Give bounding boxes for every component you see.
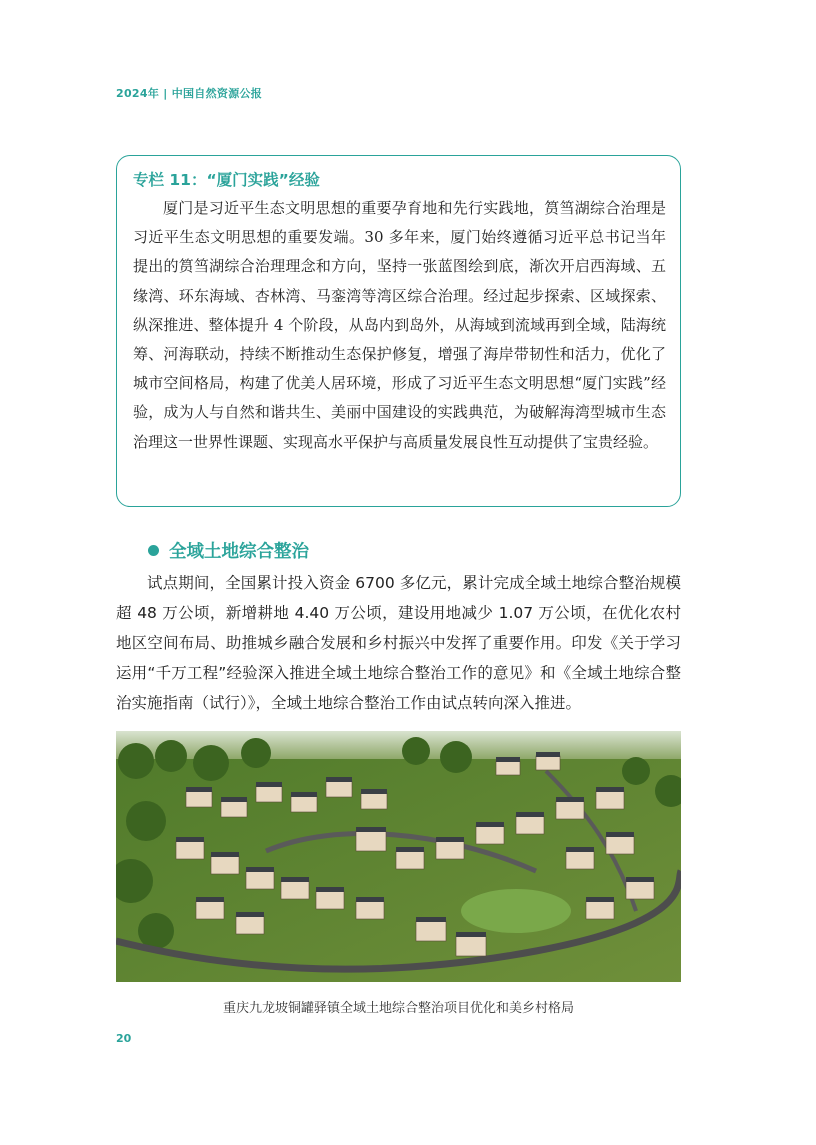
running-header: 2024年 | 中国自然资源公报 [116, 87, 263, 100]
box-body-text: 厦门是习近平生态文明思想的重要孕育地和先行实践地，筼筜湖综合治理是习近平生态文明思想的重要发端。30 多年来，厦门始终遵循习近平总书记当年提出的筼筜湖综合治理理念和方向，坚持一张蓝图绘到底，渐次开启西海域、五缘湾、环东海域、杏林湾、马銮湾等湾区综合治理。经过起步探索、区域探索、纵深推进、整体提升 4 个阶段，从岛内到岛外，从海域到流域再到全域，陆海统筹、河海联动，持续不断推动生态保护修复，增强了海岸带韧性和活力，优化了城市空间格局，构建了优美人居环境，形成了习近平生态文明思想“厦门实践”经验，成为人与自然和谐共生、美丽中国建设的实践典范，为破解海湾型城市生态治理这一世界性课题、实现高水平保护与高质量发展良性互动提供了宝贵经验。 [133, 199, 666, 451]
section-paragraph: 试点期间，全国累计投入资金 6700 多亿元，累计完成全域土地综合整治规模超 48 万公顷，新增耕地 4.40 万公顷，建设用地减少 1.07 万公顷，在优化农村地区空间布局、助推城乡融合发展和乡村振兴中发挥了重要作用。印发《关于学习运用“千万工程”经验深入推进全域土地综合整治工作的意见》和《全域土地综合整治实施指南（试行）》，全域土地综合整治工作由试点转向深入推进。 [116, 574, 681, 712]
photo-caption: 重庆九龙坡铜罐驿镇全域土地综合整治项目优化和美乡村格局 [222, 1001, 574, 1016]
section-heading-text: 全域土地综合整治 [169, 542, 309, 562]
section-heading [148, 538, 309, 563]
feature-box [116, 155, 681, 507]
box-title: 专栏 11：“厦门实践”经验 [133, 171, 320, 189]
page-number: 20 [116, 1032, 132, 1045]
village-aerial-photo [116, 731, 681, 982]
bullet-dot-icon [148, 545, 159, 556]
